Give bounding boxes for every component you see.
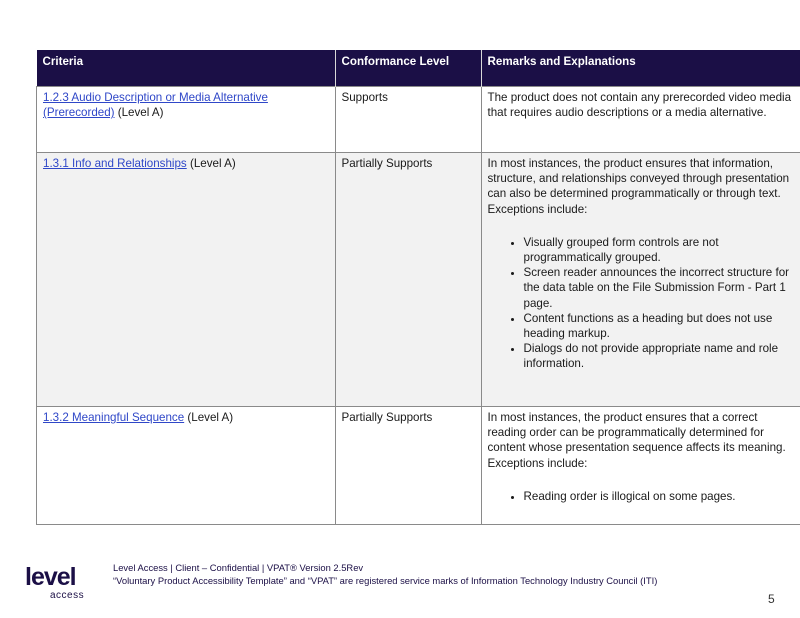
list-item: • Dialogs do not provide appropriate name and role information. [524, 341, 797, 371]
footer-line-2: “Voluntary Product Accessibility Template” and “VPAT” are registered service marks of Information Technology Industry Council (ITI) [113, 575, 658, 586]
conformance-cell: Supports [335, 87, 481, 153]
table-row [37, 87, 800, 153]
criterion-cell [37, 407, 336, 525]
criterion-level: (Level A) [186, 157, 236, 170]
conformance-cell: Partially Supports [335, 407, 481, 525]
remarks-cell [481, 407, 800, 525]
footer-line-1: Level Access | Client – Confidential | VPAT® Version 2.5Rev [113, 562, 364, 573]
criterion-link-1-3-1[interactable]: 1.3.1 Info and Relationships [43, 157, 187, 170]
remarks-text: In most instances, the product ensures that a correct reading order can be programmatically determined for content whose presentation sequence affects its meaning. Exceptions include: [487, 411, 786, 470]
vpat-table [36, 50, 800, 525]
header-remarks: Remarks and Explanations [481, 50, 800, 87]
header-criteria: Criteria [37, 50, 336, 87]
page-number: 5 [768, 592, 775, 606]
svg-text:access: access [50, 590, 85, 601]
remarks-text: The product does not contain any prerecorded video media that requires audio descriptions or a media alternative. [487, 91, 792, 120]
remarks-cell [481, 87, 800, 153]
remarks-cell [481, 153, 800, 407]
remarks-text: In most instances, the product ensures that information, structure, and relationships conveyed through presentation can also be determined programmatically or through text. Exceptions include: [487, 157, 790, 216]
exceptions-list [488, 235, 797, 372]
header-conformance-level: Conformance Level [335, 50, 481, 87]
criterion-level: (Level A) [114, 106, 164, 120]
exceptions-list [488, 489, 797, 504]
list-item: • Reading order is illogical on some pages. [524, 489, 797, 504]
criterion-link-1-2-3[interactable]: 1.2.3 Audio Description or Media Alternative (Prerecorded) [43, 91, 268, 120]
footer-text [113, 561, 657, 587]
svg-text:level: level [25, 563, 76, 591]
table-header-row [37, 50, 800, 87]
level-access-logo [24, 562, 94, 602]
criterion-cell [37, 153, 336, 407]
criterion-link-1-3-2[interactable]: 1.3.2 Meaningful Sequence [43, 411, 185, 424]
list-item: • Content functions as a heading but does not use heading markup. [524, 311, 797, 341]
table-row [37, 153, 800, 407]
list-item: • Visually grouped form controls are not programmatically grouped. [524, 235, 797, 265]
table-row [37, 407, 800, 525]
criterion-level: (Level A) [184, 411, 234, 424]
list-item: • Screen reader announces the incorrect structure for the data table on the File Submission Form - Part 1 page. [524, 265, 797, 311]
criterion-cell [37, 87, 336, 153]
conformance-cell: Partially Supports [335, 153, 481, 407]
